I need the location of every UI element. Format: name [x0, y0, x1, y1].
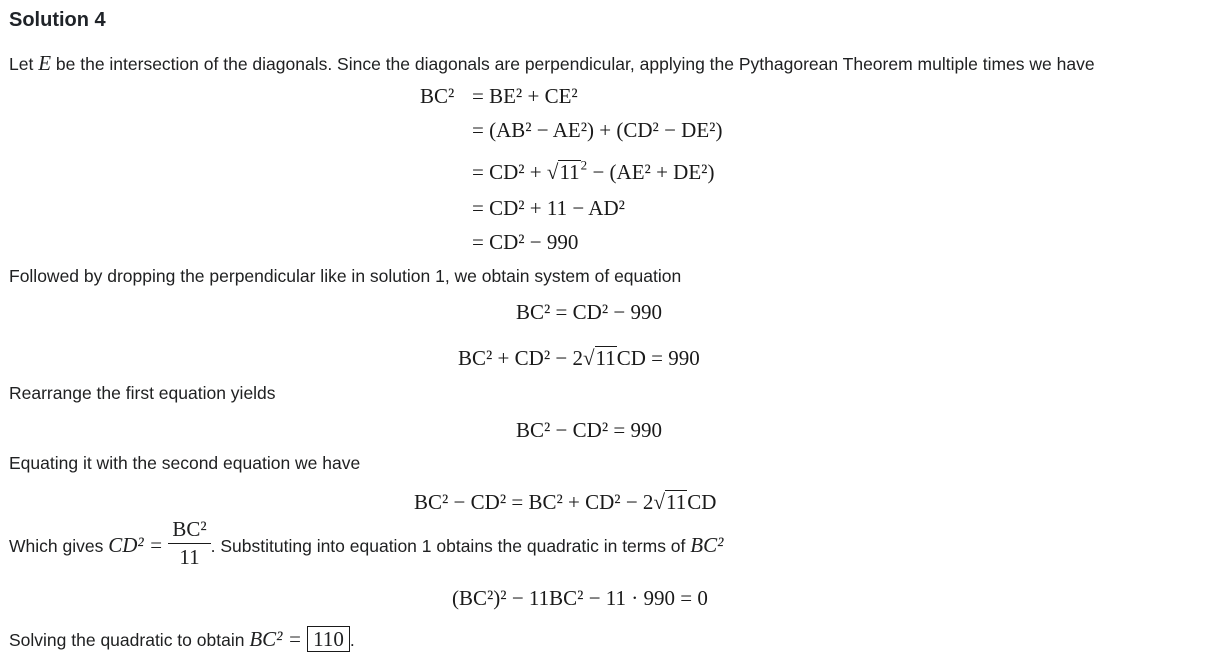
solving-text: Solving the quadratic to obtain — [9, 630, 250, 650]
sqrt-exponent: 2 — [580, 157, 588, 173]
bc-squared-lhs: BC² = — [249, 627, 308, 651]
paragraph-solving — [9, 626, 355, 652]
equation-rearranged: BC² − CD² = 990 — [516, 418, 662, 442]
system-equation-1: BC² = CD² − 990 — [516, 300, 662, 324]
cd-squared-lhs: CD² = — [108, 533, 169, 558]
bc-squared-variable: BC² — [690, 533, 724, 558]
align-line-3-start: = CD² + — [472, 160, 547, 184]
system-equation-2 — [458, 346, 700, 371]
final-period: . — [349, 630, 355, 650]
system-eq2-start: BC² + CD² − 2 — [458, 346, 583, 370]
paragraph-system-intro: Followed by dropping the perpendicular like in solution 1, we obtain system of equation — [9, 266, 682, 286]
quadratic-equation: (BC²)² − 11BC² − 11 · 990 = 0 — [452, 586, 708, 610]
sqrt-11: √11 — [653, 490, 687, 514]
paragraph-equating: Equating it with the second equation we have — [9, 453, 361, 473]
align-line-3-end: − (AE² + DE²) — [587, 160, 715, 184]
paragraph-rearrange: Rearrange the first equation yields — [9, 383, 276, 403]
intro-text-end: be the intersection of the diagonals. Since the diagonals are perpendicular, applying the Pythagorean Theorem multiple times we have — [51, 54, 1095, 74]
equated-start: BC² − CD² = BC² + CD² − 2 — [414, 490, 654, 514]
sqrt-radicand: 11 — [665, 490, 687, 514]
intro-text-start: Let — [9, 54, 39, 74]
align-lhs: BC² — [420, 84, 455, 108]
align-line-2: = (AB² − AE²) + (CD² − DE²) — [472, 118, 723, 142]
equated-end: CD — [687, 490, 717, 514]
fraction-denominator: 11 — [179, 545, 200, 569]
equation-equated — [414, 490, 716, 515]
substituting-text: . Substituting into equation 1 obtains the quadratic in terms of — [210, 536, 691, 557]
boxed-answer: 110 — [307, 626, 350, 652]
intro-paragraph — [9, 51, 1095, 76]
fraction-bc2-over-11 — [168, 517, 210, 570]
sqrt-11-squared: √11 — [546, 160, 580, 184]
which-gives-text: Which gives — [9, 536, 109, 557]
intro-variable-e: E — [38, 51, 52, 75]
align-line-4: = CD² + 11 − AD² — [472, 196, 625, 220]
sqrt-radicand: 11 — [595, 346, 616, 370]
sqrt-radicand: 11 — [559, 160, 580, 184]
align-line-3 — [472, 157, 715, 185]
paragraph-which-gives — [9, 517, 724, 574]
system-eq2-end: CD = 990 — [616, 346, 700, 370]
align-line-1: = BE² + CE² — [472, 84, 578, 108]
sqrt-11: √11 — [582, 346, 616, 370]
fraction-numerator: BC² — [168, 517, 210, 544]
align-line-5: = CD² − 990 — [472, 230, 579, 254]
section-heading: Solution 4 — [9, 9, 106, 31]
